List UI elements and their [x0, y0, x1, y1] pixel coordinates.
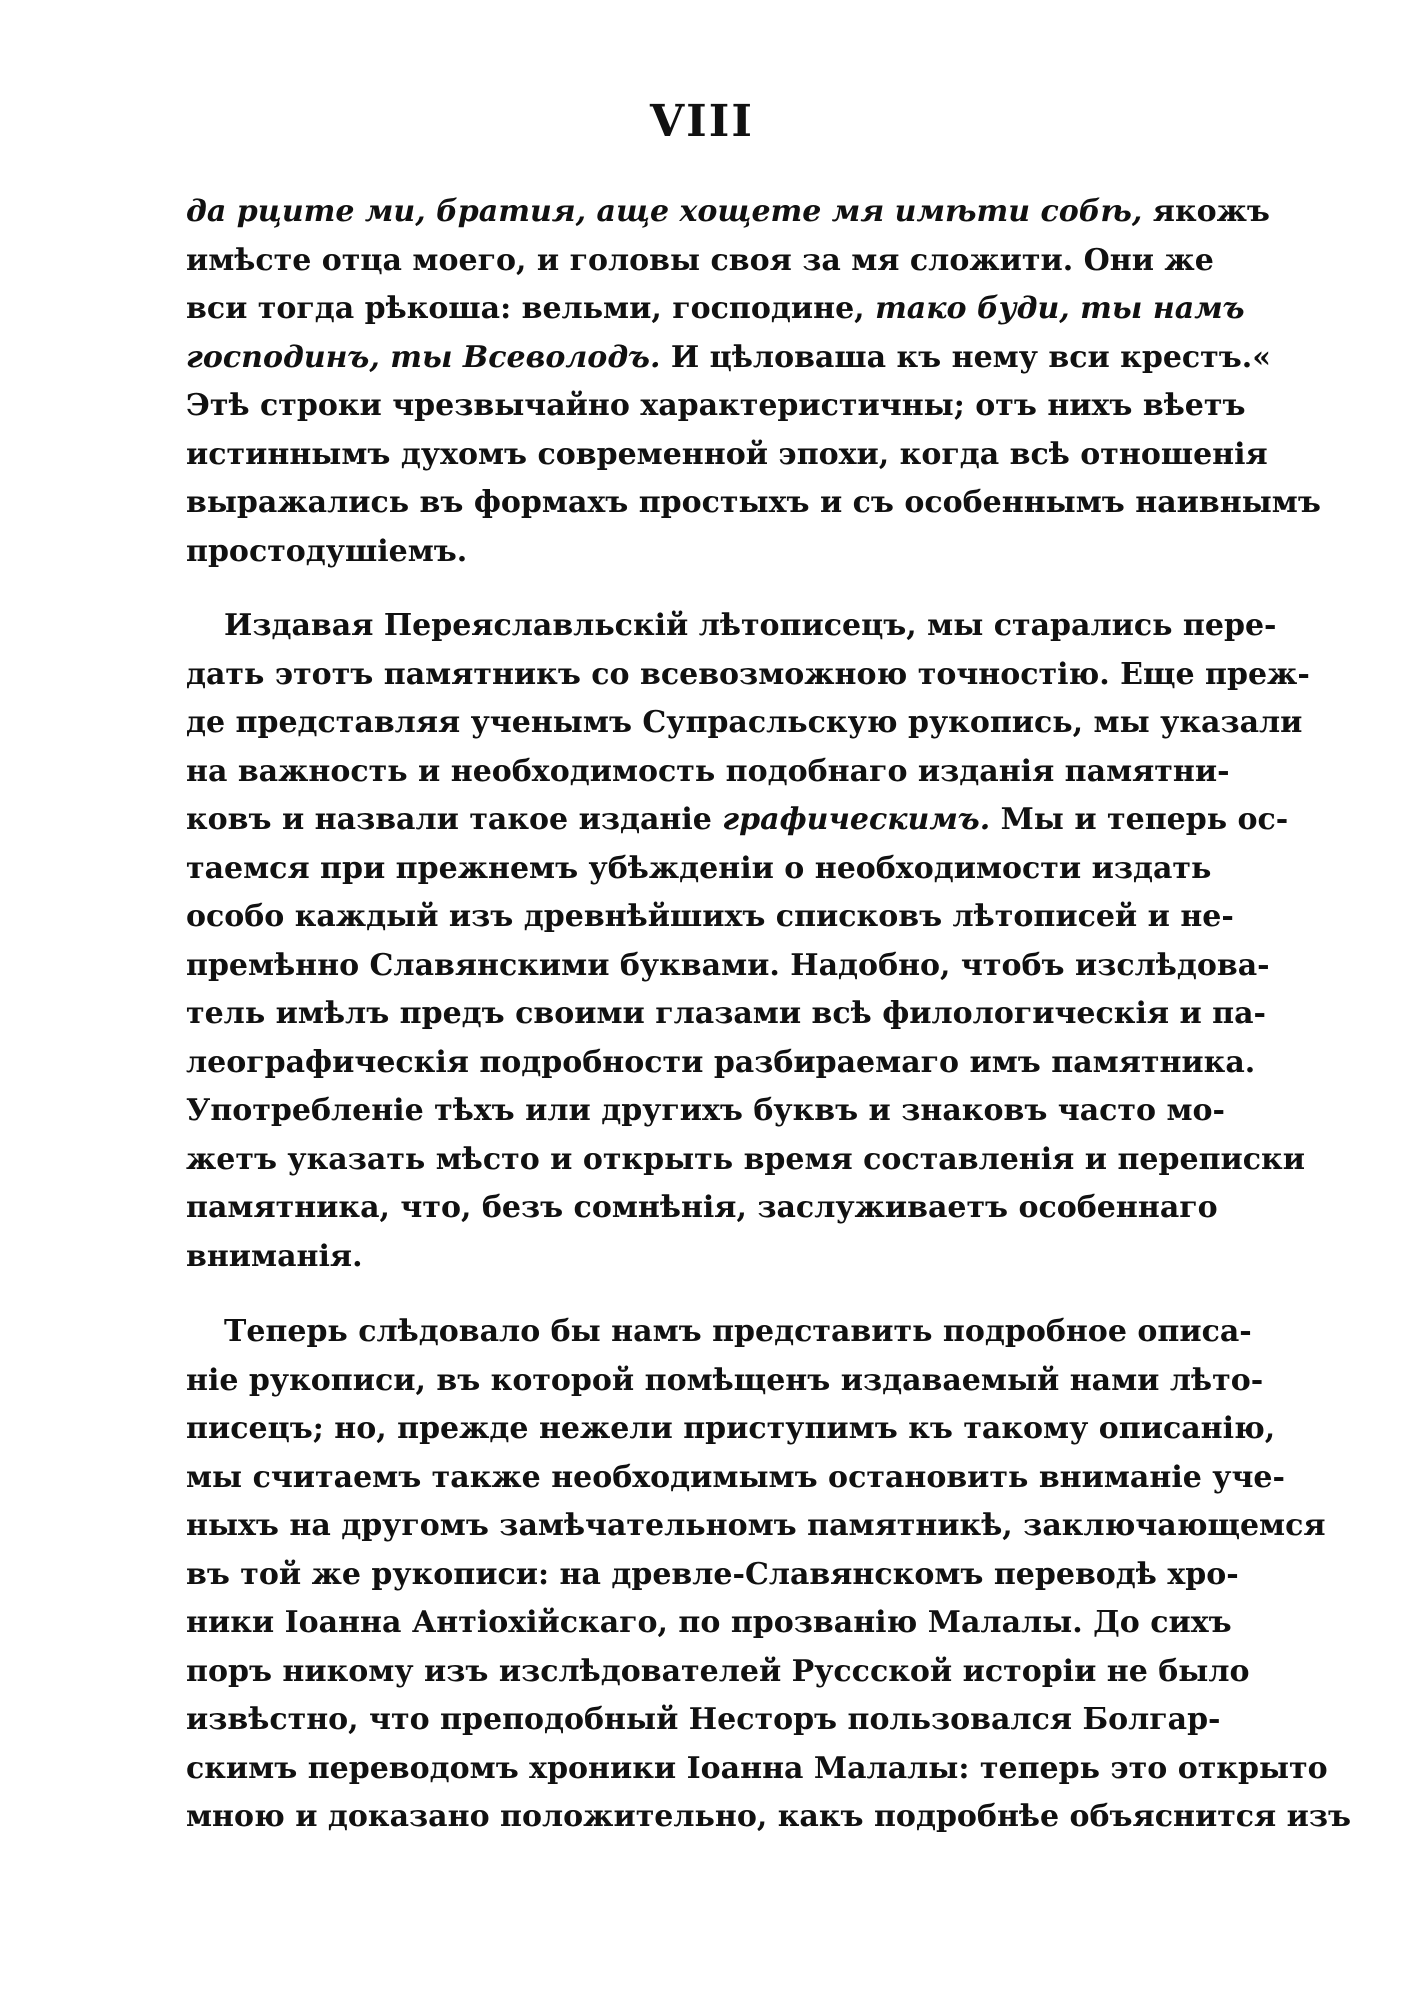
italic-text: тако буди, ты намъ	[875, 291, 1245, 326]
text-line	[186, 1648, 1250, 1697]
text-line	[186, 479, 1321, 528]
page-number: VIII	[650, 96, 754, 147]
text-run: ковъ и назвали такое изданіе	[186, 802, 723, 837]
text-line	[186, 1136, 1305, 1185]
text-run: выражались въ формахъ простыхъ и съ особеннымъ наивнымъ	[186, 485, 1321, 520]
text-run: Теперь слѣдовало бы намъ представить подробное описа-	[224, 1314, 1252, 1349]
text-run: простодушіемъ.	[186, 533, 468, 569]
text-line	[186, 699, 1303, 748]
text-line	[186, 893, 1234, 942]
paragraph-3	[186, 1308, 1352, 1842]
text-run: памятника, что, безъ сомнѣнія, заслуживаетъ особеннаго	[186, 1190, 1218, 1225]
text-run: извѣстно, что преподобный Несторъ пользовался Болгар-	[186, 1702, 1221, 1737]
text-line	[186, 602, 1277, 651]
text-run: вниманія.	[186, 1238, 363, 1274]
text-line	[186, 990, 1266, 1039]
italic-text: господинъ, ты Всеволодъ.	[186, 339, 661, 375]
text-line	[186, 942, 1270, 991]
text-line	[186, 1184, 1218, 1233]
text-line	[186, 1793, 1352, 1842]
text-run: на важность и необходимость подобнаго изданія памятни-	[186, 753, 1230, 789]
italic-text: графическимъ.	[722, 802, 991, 837]
text-line	[186, 1405, 1276, 1454]
text-run: тель имѣлъ предъ своими глазами всѣ филологическія и па-	[186, 996, 1266, 1031]
text-run: имѣсте отца моего, и головы своя за мя сложити. Они же	[186, 242, 1214, 278]
text-run: мною и доказано положительно, какъ подробнѣе объяснится изъ	[186, 1799, 1352, 1834]
text-run: въ той же рукописи: на древле-Славянскомъ переводѣ хро-	[186, 1556, 1239, 1592]
text-run: мы считаемъ также необходимымъ остановить вниманіе уче-	[186, 1459, 1285, 1495]
text-line	[186, 748, 1230, 797]
text-line	[186, 1233, 1210, 1282]
paragraph-1	[186, 188, 1321, 576]
text-line	[186, 1551, 1239, 1600]
text-run: таемся при прежнемъ убѣжденіи о необходимости издать	[186, 850, 1212, 886]
text-line	[186, 1696, 1221, 1745]
text-line	[186, 796, 1289, 845]
text-line	[186, 1357, 1264, 1406]
text-line	[186, 1087, 1225, 1136]
text-line	[186, 1502, 1326, 1551]
text-run: де представляя ученымъ Супрасльскую рукопись, мы указали	[186, 705, 1303, 740]
text-run: Употребленіе тѣхъ или другихъ буквъ и знаковъ часто мо-	[186, 1093, 1225, 1128]
text-run: вси тогда рѣкоша: вельми, господине,	[186, 291, 876, 326]
italic-text: да рците ми, братия, аще хощете мя имѣти собѣ,	[186, 194, 1143, 229]
text-line	[186, 431, 1268, 480]
text-line	[186, 237, 1214, 286]
text-line	[186, 651, 1310, 700]
text-line	[186, 528, 1210, 577]
text-run: ныхъ на другомъ замѣчательномъ памятникѣ, заключающемся	[186, 1508, 1326, 1543]
text-line	[186, 1308, 1252, 1357]
text-run: Мы и теперь ос-	[990, 802, 1289, 837]
text-run: писецъ; но, прежде нежели приступимъ къ такому описанію,	[186, 1411, 1276, 1446]
text-run: Издавая Переяславльскій лѣтописецъ, мы старались пере-	[224, 608, 1277, 643]
text-run: жетъ указать мѣсто и открыть время составленія и переписки	[186, 1141, 1305, 1177]
text-line	[186, 334, 1271, 383]
text-line	[186, 188, 1270, 237]
text-run: ніе рукописи, въ которой помѣщенъ издаваемый нами лѣто-	[186, 1362, 1264, 1398]
text-line	[186, 1454, 1285, 1503]
text-run: И цѣловаша къ нему вси крестъ.«	[660, 339, 1271, 375]
text-run: истиннымъ духомъ современной эпохи, когда всѣ отношенія	[186, 436, 1268, 472]
text-run: премѣнно Славянскими буквами. Надобно, чтобъ изслѣдова-	[186, 947, 1270, 983]
text-run: скимъ переводомъ хроники Іоанна Малалы: теперь это открыто	[186, 1750, 1328, 1786]
text-run: леографическія подробности разбираемаго имъ памятника.	[186, 1044, 1256, 1080]
text-line	[186, 285, 1245, 334]
text-run: Этѣ строки чрезвычайно характеристичны; отъ нихъ вѣетъ	[186, 388, 1246, 423]
text-run: особо каждый изъ древнѣйшихъ списковъ лѣтописей и не-	[186, 899, 1234, 934]
text-line	[186, 845, 1210, 894]
text-run: якожъ	[1142, 194, 1270, 229]
text-line	[186, 382, 1246, 431]
text-line	[186, 1745, 1328, 1794]
paragraph-2	[186, 602, 1310, 1281]
text-line	[186, 1039, 1256, 1088]
text-run: дать этотъ памятникъ со всевозможною точностію. Еще преж-	[186, 656, 1310, 692]
text-line	[186, 1599, 1232, 1648]
text-run: поръ никому изъ изслѣдователей Руссской исторіи не было	[186, 1653, 1250, 1689]
text-run: ники Іоанна Антіохійскаго, по прозванію Малалы. До сихъ	[186, 1605, 1232, 1640]
